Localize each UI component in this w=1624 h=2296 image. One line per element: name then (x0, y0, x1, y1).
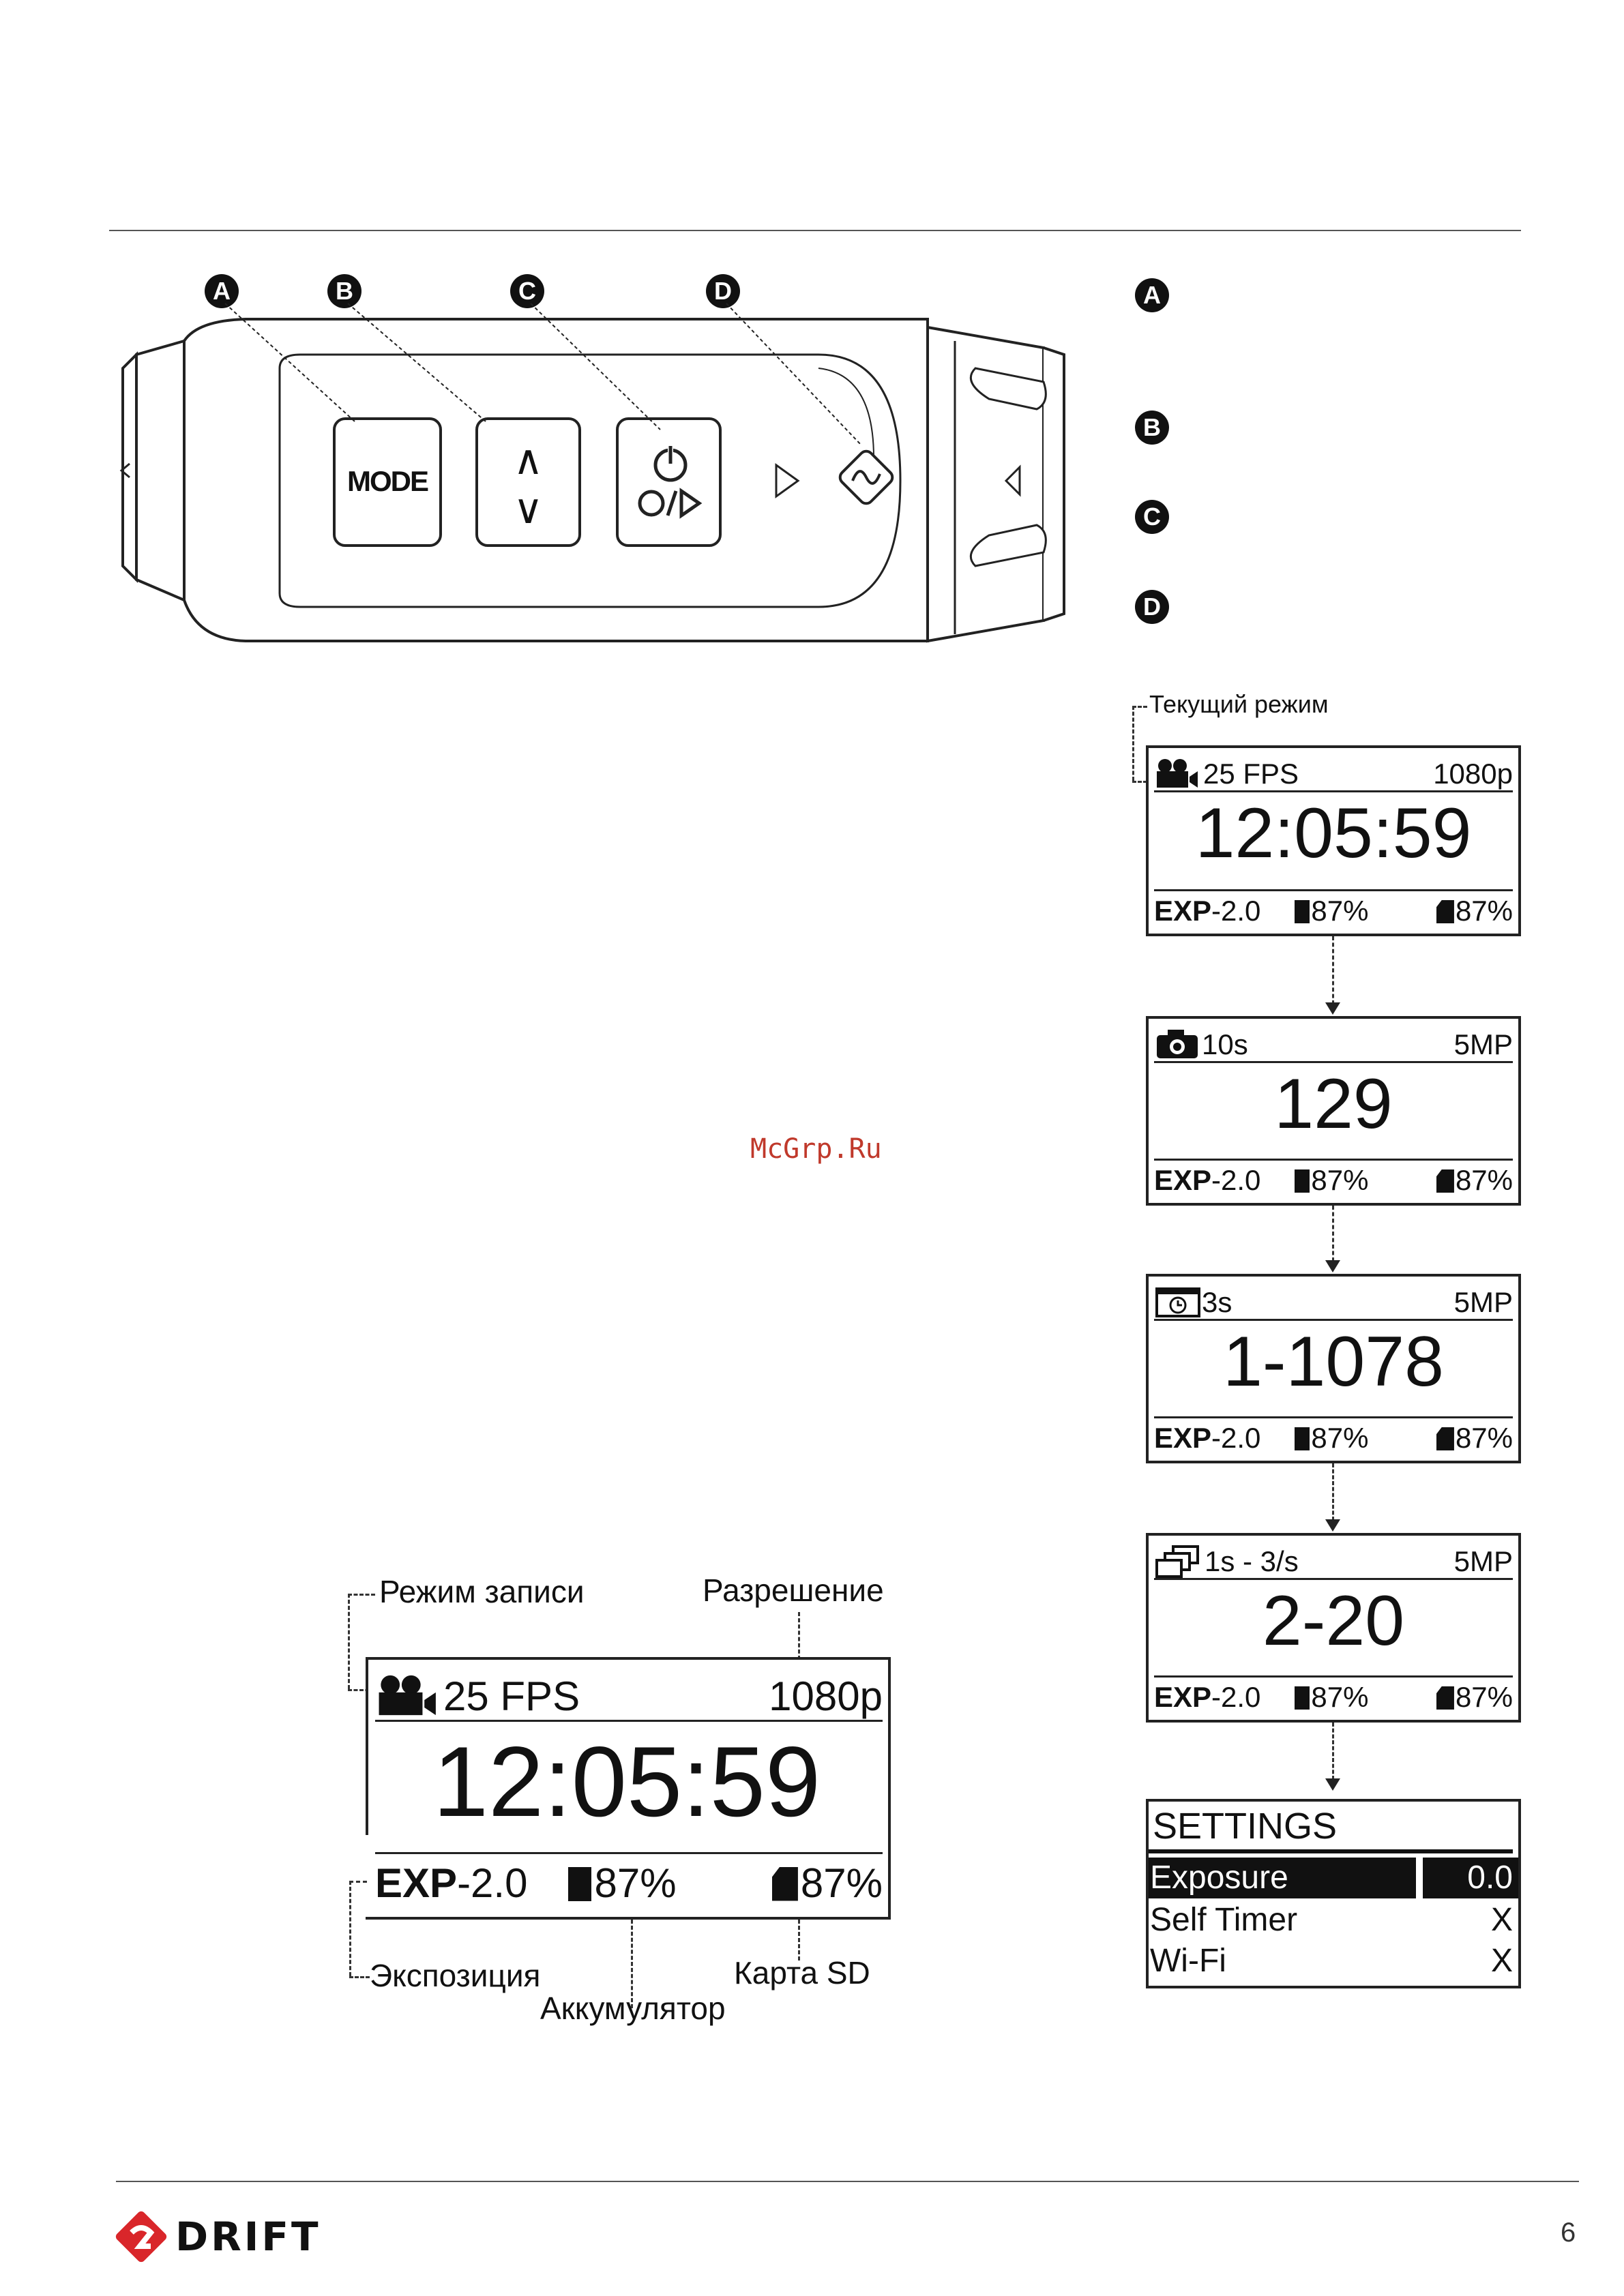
big-screen-setting: 25 FPS (443, 1673, 580, 1719)
screen-photo-bottom (1154, 1159, 1513, 1200)
settings-row-wifi-label: Wi-Fi (1150, 1943, 1226, 1979)
screen-timelapse-exp-value: -2.0 (1211, 1422, 1261, 1454)
screen-video-sd: 87% (1455, 895, 1513, 927)
screen-timelapse-bottom (1154, 1416, 1513, 1458)
screen-video-exp-value: -2.0 (1211, 895, 1261, 927)
flow-connector-3 (1332, 1463, 1334, 1521)
screen-photo (1146, 1016, 1521, 1206)
burst-icon (1154, 1544, 1205, 1578)
down-arrow-icon: ∨ (513, 486, 544, 532)
settings-row-wifi-value: X (1490, 1943, 1513, 1979)
settings-row-exposure-value: 0.0 (1467, 1860, 1513, 1896)
screen-burst-battery: 87% (1311, 1681, 1369, 1713)
screen-photo-exp-label: EXP (1154, 1164, 1212, 1196)
flow-arrow-3 (1325, 1519, 1340, 1532)
screen-photo-battery: 87% (1311, 1164, 1369, 1196)
settings-title-rule (1149, 1849, 1513, 1853)
exposure-leader-v (349, 1881, 351, 1976)
flow-connector-4 (1332, 1723, 1334, 1780)
drift-logo-icon (113, 2208, 170, 2265)
label-exposure: Экспозиция (370, 1958, 541, 1993)
current-mode-leader-v (1132, 706, 1134, 781)
sd-card-icon (1436, 1686, 1454, 1710)
screen-video-main: 12:05:59 (1195, 794, 1472, 873)
drift-logo-text: DRIFT (175, 2213, 321, 2260)
sd-card-icon (772, 1867, 798, 1901)
callout-a: A (205, 274, 239, 308)
settings-row-exposure-label: Exposure (1150, 1860, 1288, 1896)
current-mode-leader-h (1132, 706, 1147, 708)
big-screen-bottom (375, 1852, 883, 1911)
screen-timelapse (1146, 1274, 1521, 1463)
screen-settings (1146, 1799, 1521, 1988)
exposure-leader-h2 (349, 1976, 370, 1978)
screen-burst-bottom (1154, 1675, 1513, 1717)
screen-burst-top (1154, 1538, 1513, 1580)
flow-arrow-4 (1325, 1778, 1340, 1791)
sd-card-icon (1436, 1169, 1454, 1193)
sd-card-icon (1436, 900, 1454, 923)
resolution-leader (798, 1612, 800, 1660)
screen-video-exp-label: EXP (1154, 895, 1212, 927)
screen-burst-resolution: 5MP (1453, 1545, 1513, 1577)
big-screen-main: 12:05:59 (432, 1726, 821, 1837)
screen-photo-setting: 10s (1202, 1028, 1248, 1060)
record-mode-leader-v (348, 1594, 350, 1689)
settings-row-self-timer[interactable] (1149, 1900, 1518, 1941)
battery-icon (1295, 1427, 1310, 1450)
screen-burst-sd: 87% (1455, 1681, 1513, 1713)
video-camera-icon (1154, 756, 1203, 790)
label-record-mode: Режим записи (379, 1574, 585, 1609)
screen-timelapse-resolution: 5MP (1453, 1286, 1513, 1318)
screen-burst-main: 2-20 (1262, 1581, 1405, 1660)
watermark: McGrp.Ru (750, 1133, 882, 1165)
big-screen (366, 1657, 891, 1920)
current-mode-label: Текущий режим (1149, 690, 1329, 718)
mode-button-label: MODE (347, 465, 428, 497)
screen-photo-top (1154, 1022, 1513, 1063)
big-screen-battery: 87% (594, 1860, 677, 1906)
legend-badge-a: A (1135, 278, 1169, 312)
screen-video (1146, 745, 1521, 936)
settings-row-exposure[interactable] (1149, 1858, 1518, 1898)
video-camera-icon (375, 1671, 443, 1720)
screen-photo-exp-value: -2.0 (1211, 1164, 1261, 1196)
battery-icon (1295, 1169, 1310, 1193)
battery-icon (568, 1867, 591, 1901)
flow-connector-2 (1332, 1206, 1334, 1262)
label-sd-card: Карта SD (734, 1955, 870, 1991)
big-screen-sd: 87% (800, 1860, 883, 1906)
callout-d: D (706, 274, 740, 308)
screen-photo-resolution: 5MP (1453, 1028, 1513, 1060)
screen-timelapse-sd: 87% (1455, 1422, 1513, 1454)
flow-arrow-1 (1325, 1002, 1340, 1015)
screen-video-resolution: 1080p (1433, 758, 1513, 790)
screen-timelapse-main: 1-1078 (1223, 1322, 1444, 1401)
screen-photo-main: 129 (1274, 1064, 1393, 1144)
page-number: 6 (1561, 2218, 1576, 2248)
flow-arrow-2 (1325, 1260, 1340, 1272)
callout-leaders (0, 0, 1023, 546)
callout-b: B (327, 274, 361, 308)
big-screen-resolution: 1080p (769, 1673, 883, 1719)
label-battery: Аккумулятор (540, 1991, 726, 2026)
screen-video-bottom (1154, 889, 1513, 931)
screen-timelapse-setting: 3s (1202, 1286, 1232, 1318)
screen-timelapse-top (1154, 1279, 1513, 1321)
label-resolution: Разрешение (703, 1572, 884, 1608)
screen-burst (1146, 1533, 1521, 1723)
battery-icon (1295, 1686, 1310, 1710)
screen-burst-setting: 1s - 3/s (1205, 1545, 1299, 1577)
screen-burst-exp-label: EXP (1154, 1681, 1212, 1713)
settings-row-wifi[interactable] (1149, 1941, 1518, 1982)
legend-badge-b: B (1135, 411, 1169, 445)
settings-row-self-timer-label: Self Timer (1150, 1902, 1298, 1938)
photo-camera-icon (1154, 1027, 1202, 1061)
sd-card-icon (1436, 1427, 1454, 1450)
timelapse-icon (1154, 1285, 1202, 1319)
battery-icon (1295, 900, 1310, 923)
flow-connector-1 (1332, 936, 1334, 1004)
screen-burst-exp-value: -2.0 (1211, 1681, 1261, 1713)
bottom-rule (116, 2181, 1579, 2182)
drift-logo (113, 2208, 321, 2265)
exposure-leader-h (349, 1881, 367, 1883)
record-mode-leader-h (348, 1594, 375, 1596)
up-arrow-icon: ∧ (513, 437, 544, 483)
callout-c: C (510, 274, 544, 308)
screen-video-top (1154, 751, 1513, 792)
screen-video-battery: 87% (1311, 895, 1369, 927)
screen-video-setting: 25 FPS (1203, 758, 1299, 790)
legend-badge-d: D (1135, 590, 1169, 624)
screen-timelapse-battery: 87% (1311, 1422, 1369, 1454)
settings-title: SETTINGS (1153, 1806, 1338, 1847)
big-screen-exp-label: EXP (375, 1860, 458, 1906)
legend-badge-c: C (1135, 500, 1169, 534)
settings-row-self-timer-value: X (1490, 1902, 1513, 1938)
screen-photo-sd: 87% (1455, 1164, 1513, 1196)
screen-timelapse-exp-label: EXP (1154, 1422, 1212, 1454)
big-screen-exp-value: -2.0 (457, 1860, 528, 1906)
big-screen-top (375, 1665, 883, 1722)
